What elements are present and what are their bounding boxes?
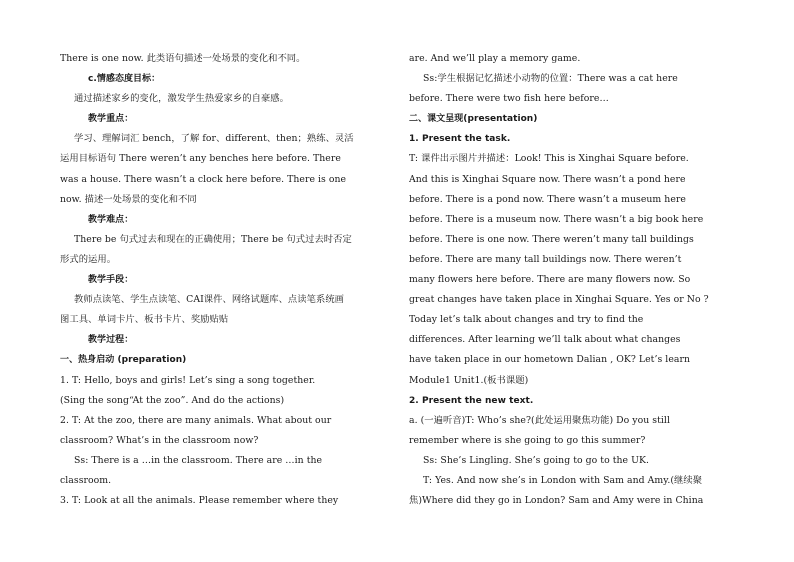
- right-line-21: Ss: She’s Lingling. She’s going to go to the UK.: [423, 454, 650, 466]
- left-line-7: was a house. There wasn’t a clock here before. There is one: [60, 173, 347, 185]
- left-column: [60, 49, 384, 511]
- right-line-19: a. (一遍听音)T: Who’s she?(此处运用聚焦功能) Do you still: [409, 414, 670, 426]
- right-line-7: And this is Xinghai Square now. There wasn’t a pond here: [409, 173, 686, 185]
- right-line-11: before. There are many tall buildings now. There weren’t: [409, 253, 682, 265]
- right-line-9: before. There is a museum now. There wasn’t a big book here: [409, 213, 704, 225]
- left-line-8: now. 描述一处场景的变化和不同: [60, 193, 197, 205]
- right-line-14: Today let’s talk about changes and try to find the: [409, 314, 644, 326]
- right-line-17: Module1 Unit1.(板书课题): [409, 374, 529, 386]
- left-line-20: classroom? What’s in the classroom now?: [60, 434, 259, 446]
- left-line-16: 一、热身启动 (preparation): [60, 355, 187, 366]
- left-line-4: 教学重点：: [88, 114, 134, 125]
- left-line-14: 图工具、单词卡片、板书卡片、奖励贴贴: [60, 314, 229, 326]
- right-line-18: 2. Present the new text.: [409, 395, 534, 406]
- left-line-15: 教学过程：: [88, 335, 134, 346]
- right-column: [409, 49, 747, 511]
- left-line-11: 形式的运用。: [60, 253, 117, 265]
- left-line-17: 1. T: Hello, boys and girls! Let’s sing a song together.: [60, 374, 316, 386]
- right-line-16: have taken place in our hometown Dalian , OK? Let’s learn: [409, 354, 691, 366]
- right-line-5: 1. Present the task.: [409, 134, 511, 145]
- right-line-23: 焦)Where did they go in London? Sam and Amy were in China: [409, 495, 704, 507]
- right-line-22: T: Yes. And now she’s in London with Sam and Amy.(继续聚: [423, 474, 703, 486]
- left-line-13: 教师点读笔、学生点读笔、CAI课件、网络试题库、点读笔系统画: [74, 294, 345, 306]
- left-line-23: 3. T: Look at all the animals. Please remember where they: [60, 495, 339, 507]
- right-line-20: remember where is she going to go this summer?: [409, 434, 646, 446]
- right-line-10: before. There is one now. There weren’t many tall buildings: [409, 233, 694, 245]
- left-line-6: 运用目标语句 There weren’t any benches here before. There: [60, 153, 341, 165]
- left-line-12: 教学手段：: [88, 275, 134, 286]
- right-line-4: 二、课文呈现(presentation): [409, 114, 538, 125]
- left-line-19: 2. T: At the zoo, there are many animals. What about our: [60, 414, 332, 426]
- left-line-21: Ss: There is a …in the classroom. There are …in the: [74, 454, 323, 466]
- left-line-2: c.情感态度目标：: [88, 74, 161, 85]
- left-line-22: classroom.: [60, 474, 112, 486]
- left-line-9: 教学难点：: [88, 214, 134, 225]
- right-line-2: Ss:学生根据记忆描述小动物的位置：There was a cat here: [423, 73, 678, 85]
- right-line-8: before. There is a pond now. There wasn’t a museum here: [409, 193, 686, 205]
- left-line-1: There is one now. 此类语句描述一处场景的变化和不同。: [60, 53, 306, 64]
- right-line-6: T: 课件出示图片并描述：Look! This is Xinghai Square before.: [409, 153, 689, 165]
- left-line-3: 通过描述家乡的变化，激发学生热爱家乡的自豪感。: [74, 93, 289, 105]
- left-line-10: There be 句式过去和现在的正确使用；There be 句式过去时否定: [74, 233, 352, 245]
- right-line-12: many flowers here before. There are many flowers now. So: [409, 274, 691, 286]
- right-line-15: differences. After learning we’ll talk about what changes: [409, 334, 681, 346]
- right-line-3: before. There were two fish here before…: [409, 93, 609, 105]
- right-line-13: great changes have taken place in Xinghai Square. Yes or No ?: [409, 294, 709, 306]
- right-line-1: are. And we’ll play a memory game.: [409, 53, 581, 64]
- left-line-5: 学习、理解词汇 bench，了解 for、different、then；熟练、灵活: [74, 133, 354, 145]
- left-line-18: (Sing the song“At the zoo”. And do the actions): [60, 394, 285, 406]
